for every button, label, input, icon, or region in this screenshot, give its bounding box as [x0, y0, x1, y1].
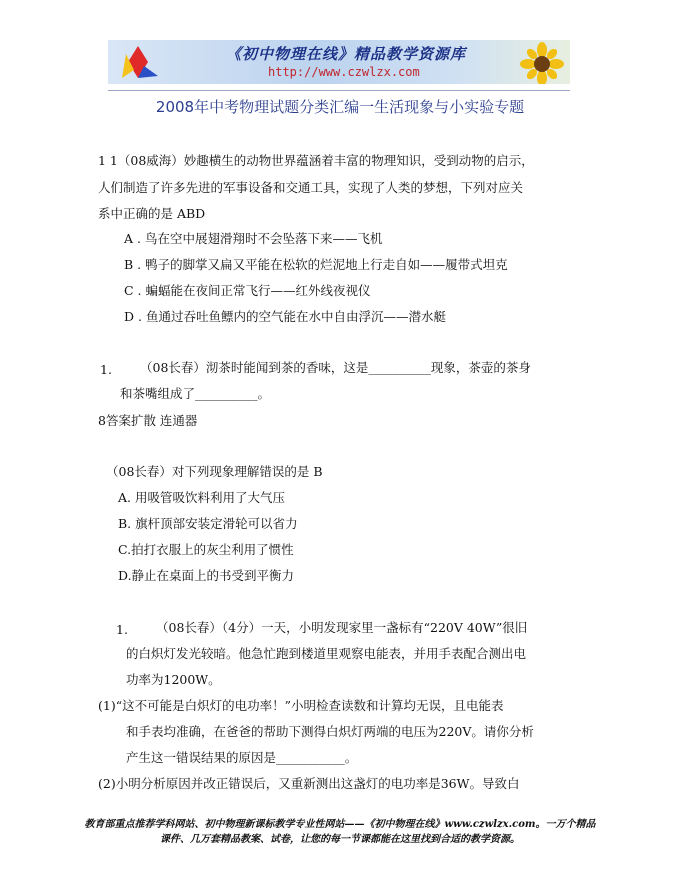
header-divider [108, 90, 570, 91]
q1-line-1: 1 1（08威海）妙趣横生的动物世界蕴涵着丰富的物理知识，受到动物的启示， [98, 153, 534, 168]
q3-option-c: C.拍打衣服上的灰尘利用了惯性 [118, 542, 294, 557]
q4-sub1-line-1: (1)“这不可能是白炽灯的电功率！”小明检查读数和计算均无误，且电能表 [98, 698, 504, 713]
banner-title: 《初中物理在线》精品教学资源库 [226, 45, 467, 63]
q1-option-a: A . 鸟在空中展翅滑翔时不会坠落下来——飞机 [124, 231, 383, 246]
q1-line-3: 系中正确的是 ABD [98, 206, 206, 221]
q4-line-2: 的白炽灯发光较暗。他急忙跑到楼道里观察电能表，并用手表配合测出电 [126, 646, 527, 661]
header-banner [108, 40, 570, 84]
q2-line-1: （08长春）沏茶时能闻到茶的香味，这是__________现象，茶壶的茶身 [140, 360, 531, 375]
q4-line-1: （08长春）（4分）一天，小明发现家里一盏标有“220V 40W”很旧 [156, 620, 528, 635]
q2-number: 1. [100, 362, 112, 377]
document-title: 2008年中考物理试题分类汇编一生活现象与小实验专题 [155, 98, 525, 116]
q3-stem: （08长春）对下列现象理解错误的是 B [106, 464, 323, 479]
banner-url[interactable]: http://www.czwlzx.com [268, 65, 420, 79]
q1-option-c: C . 蝙蝠能在夜间正常飞行——红外线夜视仪 [124, 283, 371, 298]
q4-sub2-line-1: (2)小明分析原因并改正错误后，又重新测出这盏灯的电功率是36W。导致白 [98, 776, 520, 791]
q1-option-b: B . 鸭子的脚掌又扁又平能在松软的烂泥地上行走自如——履带式坦克 [124, 257, 508, 272]
q4-number: 1. [116, 622, 128, 637]
q4-sub1-line-2: 和手表均准确，在爸爸的帮助下测得白炽灯两端的电压为220V。请你分析 [126, 724, 534, 739]
q2-line-2: 和茶嘴组成了__________。 [120, 386, 271, 401]
q3-option-b: B. 旗杆顶部安装定滑轮可以省力 [118, 516, 298, 531]
q4-sub1-line-3: 产生这一错误结果的原因是___________。 [126, 750, 358, 765]
footer-line-1: 教育部重点推荐学科网站、初中物理新课标教学专业性网站——《初中物理在线》www.czwlzx.com。一万个精品 [84, 819, 596, 830]
footer-line-2: 课件、几万套精品教案、试卷，让您的每一节课都能在这里找到合适的教学资源。 [160, 834, 520, 845]
q4-line-3: 功率为1200W。 [126, 672, 221, 687]
q3-option-d: D.静止在桌面上的书受到平衡力 [118, 568, 295, 583]
q1-option-d: D . 鱼通过吞吐鱼鳔内的空气能在水中自由浮沉——潜水艇 [124, 309, 446, 324]
sunflower-icon [520, 42, 564, 84]
site-logo-icon [108, 40, 168, 84]
q1-line-2: 人们制造了许多先进的军事设备和交通工具，实现了人类的梦想，下列对应关 [98, 180, 524, 195]
q3-option-a: A. 用吸管吸饮料利用了大气压 [118, 490, 285, 505]
q2-answer: 8答案扩散 连通器 [98, 413, 198, 428]
